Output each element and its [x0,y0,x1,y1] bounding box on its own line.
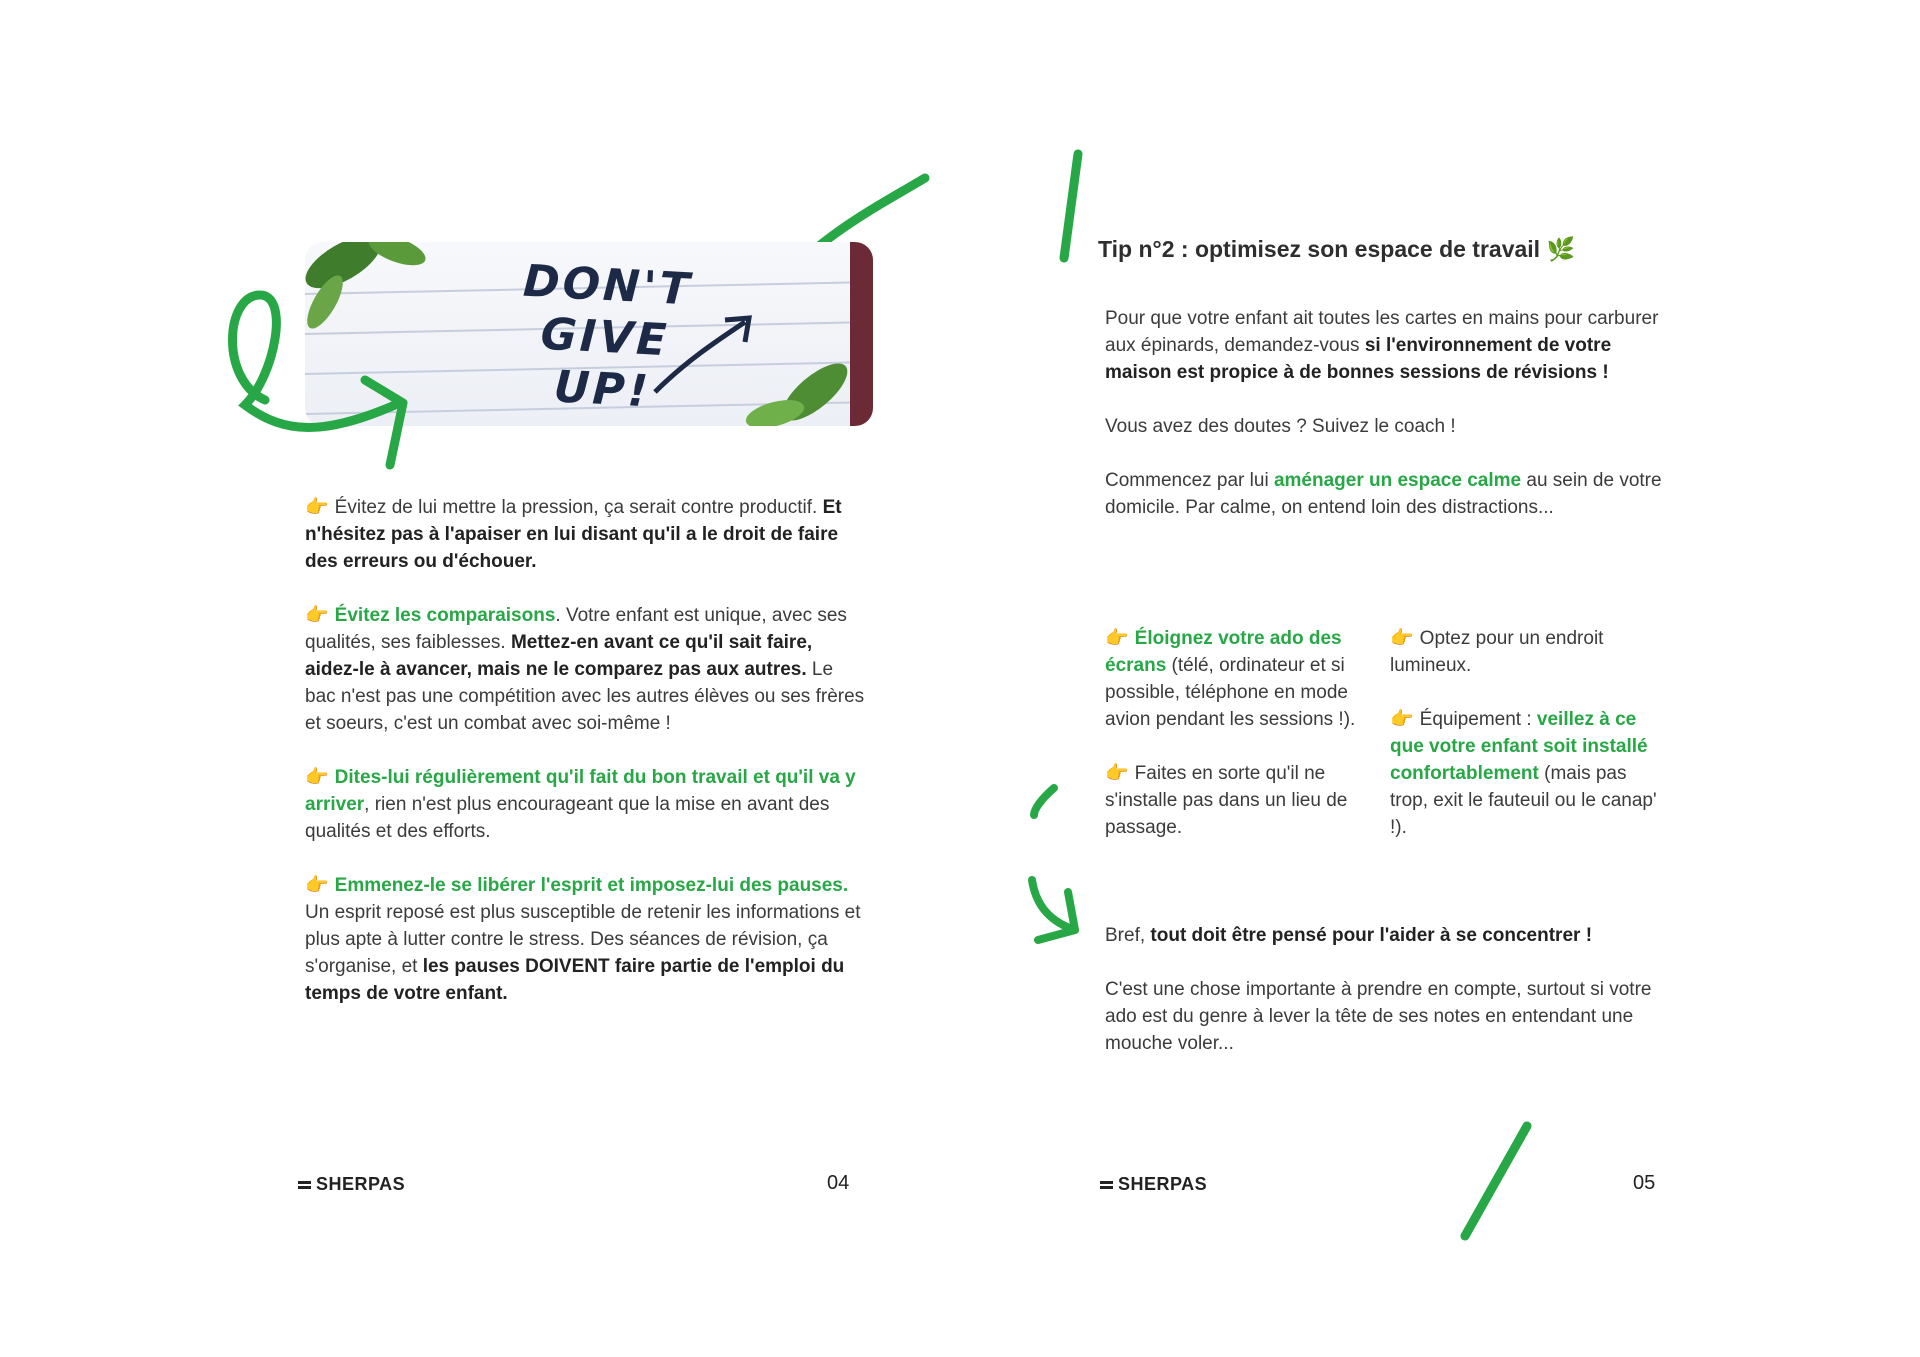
p4-green: Emmenez-le se libérer l'esprit et imposez-lui des pauses. [334,875,849,896]
hero-word-3: UP! [552,361,653,418]
right-column-left [1105,625,1370,868]
dont-give-up-handwriting [471,253,739,422]
decorative-loop-arrow [225,285,435,475]
hero-word-1: DON'T [521,255,694,316]
paragraph-bref [1105,922,1670,949]
p2-text-2: Le bac n'est pas une compétition avec les autres élèves ou ses frères et soeurs, c'est un combat avec soi-même ! [305,659,865,734]
hero-word-2: GIVE [539,308,671,367]
intro-text: Pour que votre enfant ait toutes les cartes en mains pour carburer aux épinards, demandez-vous [1105,308,1659,356]
paragraph-comparisons [305,602,865,737]
p1-text: Évitez de lui mettre la pression, ça serait contre productif. [334,497,823,518]
p3-text: , rien n'est plus encourageant que la mise en avant des qualités et des efforts. [305,794,830,842]
p2-green: Évitez les comparaisons [334,605,556,626]
paragraph-pauses [305,872,865,1007]
equipment-green: veillez à ce que votre enfant soit installé confortablement [1390,709,1648,784]
tip-screens [1105,625,1370,733]
equipment-text: Équipement : [1419,709,1537,730]
pointing-hand-icon: 👉 [1105,628,1129,649]
pointing-hand-icon: 👉 [305,605,329,626]
pointing-hand-icon: 👉 [305,875,329,896]
tip-title [1098,236,1575,263]
right-column-right [1390,625,1660,868]
leaf-icon: 🌿 [1546,236,1576,262]
pointing-hand-icon: 👉 [1390,628,1414,649]
bref-bold: tout doit être pensé pour l'aider à se concentrer ! [1150,925,1593,946]
logo-bars-icon [298,1180,311,1190]
sherpas-logo [1100,1174,1207,1195]
pointing-hand-icon: 👉 [305,497,329,518]
right-closing-block [1105,922,1670,1084]
p3-green: Dites-lui régulièrement qu'il fait du bon travail et qu'il va y arriver [305,767,856,815]
tip-title-text: Tip n°2 : optimisez son espace de travail [1098,236,1541,262]
logo-text: SHERPAS [1118,1174,1208,1194]
logo-text: SHERPAS [316,1174,406,1194]
calm-text: Commencez par lui [1105,470,1274,491]
equipment-text-2: (mais pas trop, exit le fauteuil ou le canap' !). [1390,763,1657,838]
right-page [960,0,1920,1357]
p2-bold: Mettez-en avant ce qu'il sait faire, aidez-le à avancer, mais ne le comparez pas aux autres. [305,632,813,680]
p1-bold: Et n'hésitez pas à l'apaiser en lui disant qu'il a le droit de faire des erreurs ou d'échouer. [305,497,842,572]
left-text-block [305,494,865,1034]
pointing-hand-icon: 👉 [305,767,329,788]
tip-passage [1105,760,1370,841]
paragraph-intro [1105,305,1665,386]
paragraph-closing: C'est une chose importante à prendre en compte, surtout si votre ado est du genre à lever la tête de ses notes en entendant une mouche voler... [1105,979,1652,1054]
bref-text: Bref, [1105,925,1151,946]
pointing-hand-icon: 👉 [1390,709,1414,730]
p4-text: Un esprit reposé est plus susceptible de retenir les informations et plus apte à lutter contre le stress. Des séances de révision, ça s'organise, et [305,902,861,977]
paragraph-pressure [305,494,865,575]
sherpas-logo [298,1174,405,1195]
p2-text: . Votre enfant est unique, avec ses qualités, ses faiblesses. [305,605,847,653]
light-text: Optez pour un endroit lumineux. [1390,628,1604,676]
p4-bold: les pauses DOIVENT faire partie de l'emploi du temps de votre enfant. [305,956,845,1004]
passage-text: Faites en sorte qu'il ne s'installe pas dans un lieu de passage. [1105,763,1348,838]
tip-equipment [1390,706,1660,841]
paragraph-encourage [305,764,865,845]
page-number: 05 [1633,1172,1656,1194]
screens-text: (télé, ordinateur et si possible, téléphone en mode avion pendant les sessions !). [1105,655,1356,730]
intro-bold: si l'environnement de votre maison est propice à de bonnes sessions de révisions ! [1105,335,1612,383]
paragraph-calm [1105,467,1665,521]
tip-light [1390,625,1660,679]
decorative-slash-bottom [1455,1120,1535,1240]
decorative-slash-top [1056,150,1086,265]
screens-green: Éloignez votre ado des écrans [1105,628,1342,676]
right-intro-block [1105,305,1665,548]
page-number: 04 [827,1172,850,1194]
calm-green: aménager un espace calme [1273,470,1522,491]
paragraph-doubt: Vous avez des doutes ? Suivez le coach ! [1105,416,1456,437]
calm-text-2: au sein de votre domicile. Par calme, on entend loin des distractions... [1105,470,1662,518]
logo-bars-icon [1100,1180,1113,1190]
pointing-hand-icon: 👉 [1105,763,1129,784]
